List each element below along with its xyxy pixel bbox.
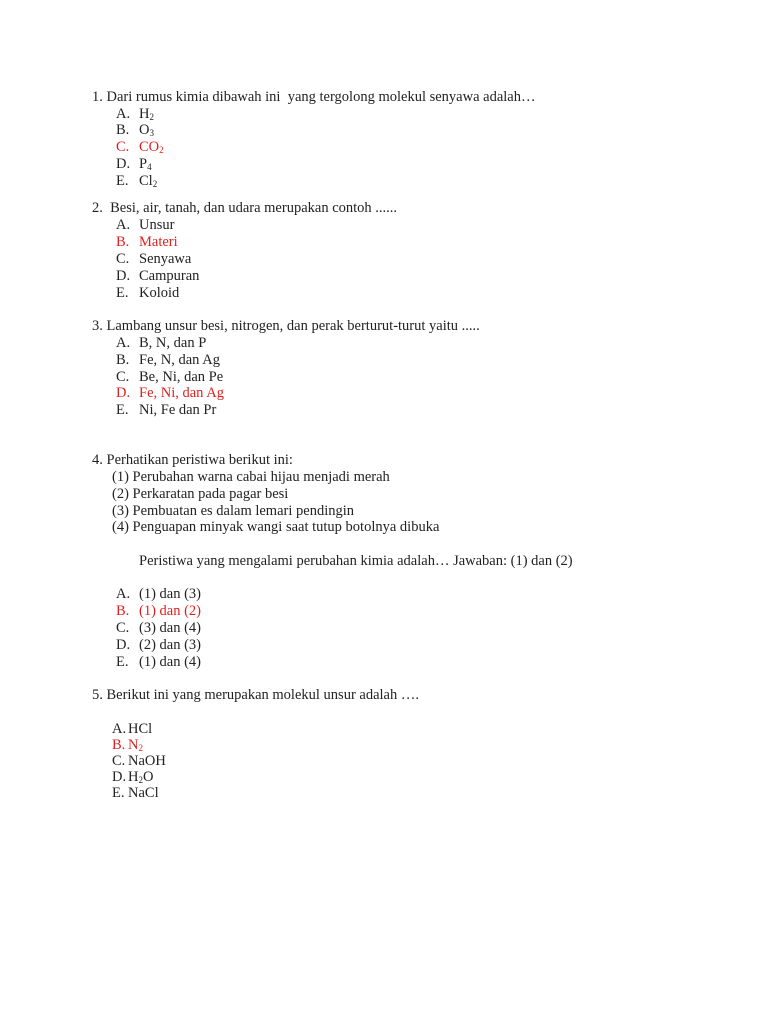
formula: H <box>128 769 139 785</box>
question-4-stem: 4. Perhatikan peristiwa berikut ini: <box>92 452 293 468</box>
question-4-option-e <box>116 654 201 671</box>
option-letter: D. <box>116 637 131 653</box>
option-letter: B. <box>112 737 126 753</box>
option-text: (2) dan (3) <box>139 637 202 653</box>
option-text: Fe, N, dan Ag <box>139 352 220 368</box>
question-1-stem: 1. Dari rumus kimia dibawah ini yang tergolong molekul senyawa adalah… <box>92 89 536 105</box>
option-letter: A. <box>116 106 131 122</box>
formula: NaCl <box>128 785 159 801</box>
option-letter: E. <box>116 173 129 189</box>
question-5-option-c <box>112 753 166 770</box>
question-4-event-3: (3) Pembuatan es dalam lemari pendingin <box>112 503 354 519</box>
question-2-stem: 2. Besi, air, tanah, dan udara merupakan contoh ...... <box>92 200 398 216</box>
question-3-option-c <box>116 369 223 386</box>
formula: N <box>128 737 139 753</box>
question-4-event-1: (1) Perubahan warna cabai hijau menjadi merah <box>112 469 390 485</box>
question-3-stem: 3. Lambang unsur besi, nitrogen, dan perak berturut-turut yaitu ..... <box>92 318 480 334</box>
subscript: 2 <box>149 112 154 122</box>
question-5-option-b-answer <box>112 737 143 754</box>
formula: P <box>139 156 148 172</box>
option-letter: E. <box>112 785 125 801</box>
question-2-option-c <box>116 251 191 268</box>
formula: HCl <box>128 721 153 737</box>
option-letter: C. <box>112 753 126 769</box>
option-text: Be, Ni, dan Pe <box>139 369 224 385</box>
formula: CO <box>139 139 160 155</box>
formula: NaOH <box>128 753 166 769</box>
question-4-option-d <box>116 637 201 654</box>
subscript: 4 <box>147 162 152 172</box>
option-letter: C. <box>116 139 130 155</box>
option-letter: E. <box>116 402 129 418</box>
subscript: 3 <box>149 128 154 138</box>
option-letter: E. <box>116 654 129 670</box>
question-4-event-2: (2) Perkaratan pada pagar besi <box>112 486 289 502</box>
option-letter: C. <box>116 251 130 267</box>
question-2-option-e <box>116 285 179 302</box>
option-text: (1) dan (4) <box>139 654 202 670</box>
question-2-option-b-answer <box>116 234 178 251</box>
subscript: 2 <box>138 775 143 785</box>
option-letter: E. <box>116 285 129 301</box>
question-4-option-c <box>116 620 201 637</box>
option-text: Materi <box>139 234 178 250</box>
option-text: Unsur <box>139 217 175 233</box>
question-4-option-b-answer <box>116 603 201 620</box>
option-letter: D. <box>116 156 131 172</box>
subscript: 2 <box>159 145 164 155</box>
question-1-option-b <box>116 122 154 139</box>
option-text: B, N, dan P <box>139 335 207 351</box>
formula-tail: O <box>142 769 154 785</box>
question-4-event-4: (4) Penguapan minyak wangi saat tutup botolnya dibuka <box>112 519 440 535</box>
question-1-option-e <box>116 173 157 190</box>
option-letter: A. <box>116 217 131 233</box>
option-text: Campuran <box>139 268 200 284</box>
option-letter: D. <box>112 769 127 785</box>
question-5-option-a <box>112 721 152 738</box>
option-text: Ni, Fe dan Pr <box>139 402 217 418</box>
option-letter: C. <box>116 620 130 636</box>
question-5-option-e <box>112 785 159 802</box>
question-4-prompt: Peristiwa yang mengalami perubahan kimia adalah… Jawaban: (1) dan (2) <box>139 553 573 569</box>
option-letter: A. <box>112 721 127 737</box>
option-letter: B. <box>116 352 130 368</box>
question-5-option-d <box>112 769 153 786</box>
formula: Cl <box>139 173 153 189</box>
option-text: (3) dan (4) <box>139 620 202 636</box>
option-text: Fe, Ni, dan Ag <box>139 385 224 401</box>
question-2-option-d <box>116 268 199 285</box>
question-2-option-a <box>116 217 174 234</box>
question-1-option-c-answer <box>116 139 164 156</box>
option-text: Koloid <box>139 285 180 301</box>
option-letter: A. <box>116 335 131 351</box>
option-letter: C. <box>116 369 130 385</box>
subscript: 2 <box>138 743 143 753</box>
option-letter: A. <box>116 586 131 602</box>
question-3-option-b <box>116 352 220 369</box>
option-letter: B. <box>116 234 130 250</box>
option-letter: D. <box>116 268 131 284</box>
question-3-option-a <box>116 335 206 352</box>
option-text: Senyawa <box>139 251 192 267</box>
subscript: 2 <box>152 179 158 189</box>
option-text: (1) dan (3) <box>139 586 202 602</box>
question-1-option-a <box>116 106 154 123</box>
option-letter: B. <box>116 122 130 138</box>
question-5-stem: 5. Berikut ini yang merupakan molekul unsur adalah …. <box>92 687 419 703</box>
question-3-option-e <box>116 402 216 419</box>
formula: H <box>139 106 150 122</box>
option-letter: D. <box>116 385 131 401</box>
question-1-option-d <box>116 156 152 173</box>
question-3-option-d-answer <box>116 385 224 402</box>
option-text: (1) dan (2) <box>139 603 202 619</box>
question-4-option-a <box>116 586 201 603</box>
formula: O <box>139 122 150 138</box>
option-letter: B. <box>116 603 130 619</box>
